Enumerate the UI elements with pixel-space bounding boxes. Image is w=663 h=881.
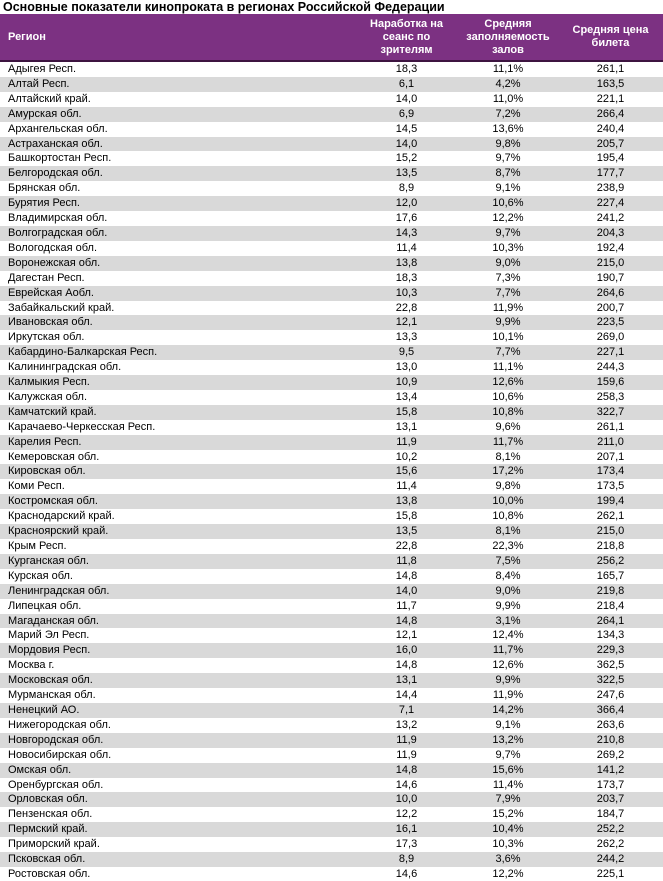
hall-occupancy-value: 12,2% — [492, 212, 524, 225]
hall-occupancy-value: 8,7% — [495, 167, 521, 180]
hall-occupancy-value: 9,8% — [495, 137, 521, 150]
table-row — [0, 107, 663, 122]
region-name: Карелия Респ. — [8, 435, 82, 448]
attendance-per-session-value: 13,5 — [395, 525, 418, 538]
hall-occupancy-value: 9,6% — [495, 420, 521, 433]
ticket-price-value: 141,2 — [596, 763, 625, 776]
attendance-per-session-value: 17,6 — [395, 212, 418, 225]
attendance-per-session-value: 14,8 — [395, 659, 418, 672]
table-row — [0, 628, 663, 643]
table-row — [0, 360, 663, 375]
ticket-price-value: 240,4 — [596, 122, 625, 135]
hall-occupancy-value: 11,9% — [492, 301, 524, 314]
ticket-price-value: 244,2 — [596, 853, 625, 866]
ticket-price-value: 210,8 — [596, 733, 625, 746]
region-name: Воронежская обл. — [8, 256, 101, 269]
attendance-per-session-value: 18,3 — [395, 63, 418, 75]
ticket-price-value: 173,5 — [596, 480, 625, 493]
ticket-price-value: 266,4 — [596, 107, 625, 120]
attendance-per-session-value: 15,8 — [395, 510, 418, 523]
ticket-price-value: 263,6 — [596, 718, 625, 731]
region-name: Новосибирская обл. — [8, 748, 112, 761]
region-name: Приморский край. — [8, 838, 100, 851]
attendance-per-session-value: 13,0 — [395, 361, 418, 374]
hall-occupancy-value: 12,4% — [492, 629, 524, 642]
hall-occupancy-value: 13,2% — [492, 733, 524, 746]
attendance-per-session-value: 18,3 — [395, 271, 418, 284]
hall-occupancy-value: 7,7% — [495, 286, 521, 299]
ticket-price-value: 192,4 — [596, 241, 625, 254]
table-row — [0, 763, 663, 778]
hall-occupancy-value: 22,3% — [492, 540, 524, 552]
table-row — [0, 151, 663, 166]
attendance-per-session-value: 11,9 — [396, 435, 417, 448]
region-name: Ленинградская обл. — [8, 584, 110, 597]
ticket-price-value: 229,3 — [596, 644, 625, 657]
region-name: Архангельская обл. — [8, 122, 108, 135]
table-row — [0, 181, 663, 196]
hall-occupancy-value: 9,8% — [495, 480, 521, 493]
ticket-price-value: 256,2 — [596, 554, 625, 567]
hall-occupancy-value: 10,6% — [492, 197, 524, 210]
hall-occupancy-value: 9,7% — [495, 748, 521, 761]
ticket-price-value: 322,5 — [596, 674, 625, 687]
table-row — [0, 658, 663, 673]
region-name: Вологодская обл. — [8, 241, 98, 254]
table-row — [0, 673, 663, 688]
attendance-per-session-value: 14,6 — [395, 778, 418, 791]
attendance-per-session-value: 12,2 — [395, 808, 418, 821]
hall-occupancy-value: 10,8% — [492, 510, 524, 523]
table-row — [0, 464, 663, 479]
table-row — [0, 137, 663, 152]
hall-occupancy-value: 9,1% — [495, 718, 521, 731]
hall-occupancy-value: 17,2% — [492, 465, 524, 478]
ticket-price-value: 221,1 — [596, 92, 625, 105]
attendance-per-session-value: 10,0 — [395, 793, 418, 806]
ticket-price-value: 200,7 — [596, 301, 625, 314]
hall-occupancy-value: 10,4% — [492, 823, 524, 836]
ticket-price-value: 247,6 — [596, 689, 625, 702]
ticket-price-value: 199,4 — [596, 495, 625, 508]
hall-occupancy-value: 3,1% — [495, 614, 521, 627]
region-name: Забайкальский край. — [8, 301, 115, 314]
hall-occupancy-value: 9,7% — [495, 226, 521, 239]
hall-occupancy-value: 9,9% — [495, 316, 521, 329]
hall-occupancy-value: 10,0% — [492, 495, 524, 508]
table-row — [0, 315, 663, 330]
ticket-price-value: 227,1 — [596, 346, 625, 359]
hall-occupancy-value: 11,1% — [492, 361, 524, 374]
ticket-price-value: 207,1 — [596, 450, 625, 463]
region-name: Новгородская обл. — [8, 733, 104, 746]
hall-occupancy-value: 8,1% — [495, 525, 521, 538]
hall-occupancy-value: 11,7% — [492, 435, 524, 448]
table-row — [0, 420, 663, 435]
ticket-price-value: 205,7 — [596, 137, 625, 150]
table-row — [0, 330, 663, 345]
table-row — [0, 539, 663, 554]
ticket-price-value: 165,7 — [596, 569, 625, 582]
region-name: Калмыкия Респ. — [8, 376, 90, 389]
region-name: Оренбургская обл. — [8, 778, 104, 791]
table-row — [0, 166, 663, 181]
attendance-per-session-value: 11,9 — [396, 733, 417, 746]
region-name: Иркутская обл. — [8, 331, 85, 344]
hall-occupancy-value: 12,6% — [492, 376, 524, 389]
attendance-per-session-value: 13,3 — [395, 331, 418, 344]
attendance-per-session-value: 9,5 — [398, 346, 415, 359]
ticket-price-value: 269,0 — [596, 331, 625, 344]
hall-occupancy-value: 12,6% — [492, 659, 524, 672]
ticket-price-value: 252,2 — [596, 823, 625, 836]
attendance-per-session-value: 14,5 — [395, 122, 418, 135]
ticket-price-value: 223,5 — [596, 316, 625, 329]
table-row — [0, 375, 663, 390]
hall-occupancy-value: 9,0% — [495, 584, 521, 597]
attendance-per-session-value: 14,8 — [395, 569, 418, 582]
region-name: Владимирская обл. — [8, 212, 108, 225]
attendance-per-session-value: 14,3 — [395, 226, 418, 239]
region-name: Калининградская обл. — [8, 361, 122, 374]
attendance-per-session-value: 14,0 — [395, 92, 418, 105]
table-row — [0, 286, 663, 301]
hall-occupancy-value: 7,9% — [495, 793, 521, 806]
region-name: Башкортостан Респ. — [8, 152, 112, 165]
ticket-price-value: 262,1 — [596, 510, 625, 523]
attendance-per-session-value: 15,8 — [395, 405, 418, 418]
ticket-price-value: 190,7 — [596, 271, 625, 284]
region-name: Омская обл. — [8, 763, 72, 776]
hall-occupancy-value: 8,4% — [495, 569, 521, 582]
hall-occupancy-value: 7,2% — [495, 107, 521, 120]
hall-occupancy-value: 11,7% — [492, 644, 524, 657]
attendance-per-session-value: 13,4 — [395, 390, 418, 403]
page-title: Основные показатели кинопроката в регионах Российской Федерации — [3, 0, 445, 14]
table-row — [0, 77, 663, 92]
region-name: Пензенская обл. — [8, 808, 93, 821]
hall-occupancy-value: 7,3% — [495, 271, 521, 284]
hall-occupancy-value: 7,5% — [495, 554, 521, 567]
attendance-per-session-value: 13,1 — [395, 420, 418, 433]
table-row — [0, 61, 663, 77]
region-name: Ивановская обл. — [8, 316, 93, 329]
hall-occupancy-value: 15,2% — [492, 808, 524, 821]
hall-occupancy-value: 13,6% — [492, 122, 524, 135]
attendance-per-session-value: 6,9 — [398, 107, 415, 120]
hall-occupancy-value: 10,8% — [492, 405, 524, 418]
table-row — [0, 390, 663, 405]
region-name: Москва г. — [8, 659, 55, 672]
region-name: Алтайский край. — [8, 92, 91, 105]
attendance-per-session-value: 11,7 — [396, 599, 417, 612]
attendance-per-session-value: 8,9 — [398, 853, 415, 866]
table-header — [0, 14, 663, 61]
ticket-price-value: 258,3 — [596, 390, 625, 403]
attendance-per-session-value: 7,1 — [398, 703, 415, 716]
ticket-price-value: 366,4 — [596, 703, 625, 716]
table-row — [0, 852, 663, 867]
attendance-per-session-value: 11,9 — [396, 748, 417, 761]
ticket-price-value: 261,1 — [596, 420, 625, 433]
hall-occupancy-value: 8,1% — [495, 450, 521, 463]
region-name: Ненецкий АО. — [8, 703, 80, 716]
attendance-per-session-value: 13,2 — [395, 718, 418, 731]
column-header-hall-occupancy: Средняя заполняемость залов — [458, 14, 558, 61]
attendance-per-session-value: 14,8 — [395, 614, 418, 627]
ticket-price-value: 173,4 — [596, 465, 625, 478]
hall-occupancy-value: 10,1% — [492, 331, 524, 344]
table-row — [0, 599, 663, 614]
table-row — [0, 837, 663, 852]
ticket-price-value: 218,4 — [596, 599, 625, 612]
region-name: Ростовская обл. — [8, 867, 91, 880]
ticket-price-value: 159,6 — [596, 376, 625, 389]
ticket-price-value: 215,0 — [596, 256, 625, 269]
attendance-per-session-value: 10,3 — [395, 286, 418, 299]
attendance-per-session-value: 13,5 — [395, 167, 418, 180]
hall-occupancy-value: 9,9% — [495, 599, 521, 612]
table-row — [0, 524, 663, 539]
table-row — [0, 822, 663, 837]
ticket-price-value: 241,2 — [596, 212, 625, 225]
cinema-indicators-table — [0, 14, 663, 881]
region-name: Камчатский край. — [8, 405, 97, 418]
region-name: Адыгея Респ. — [8, 63, 77, 75]
region-name: Астраханская обл. — [8, 137, 103, 150]
hall-occupancy-value: 10,6% — [492, 390, 524, 403]
table-row — [0, 92, 663, 107]
table-row — [0, 479, 663, 494]
table-row — [0, 688, 663, 703]
hall-occupancy-value: 3,6% — [495, 853, 521, 866]
ticket-price-value: 203,7 — [596, 793, 625, 806]
hall-occupancy-value: 9,7% — [495, 152, 521, 165]
region-name: Липецкая обл. — [8, 599, 82, 612]
attendance-per-session-value: 15,2 — [395, 152, 418, 165]
ticket-price-value: 219,8 — [596, 584, 625, 597]
ticket-price-value: 204,3 — [596, 226, 625, 239]
region-name: Кемеровская обл. — [8, 450, 100, 463]
hall-occupancy-value: 11,0% — [492, 92, 524, 105]
ticket-price-value: 227,4 — [596, 197, 625, 210]
attendance-per-session-value: 10,9 — [395, 376, 418, 389]
region-name: Красноярский край. — [8, 525, 109, 538]
attendance-per-session-value: 13,1 — [395, 674, 418, 687]
region-name: Мордовия Респ. — [8, 644, 91, 657]
ticket-price-value: 177,7 — [596, 167, 625, 180]
ticket-price-value: 173,7 — [596, 778, 625, 791]
attendance-per-session-value: 14,0 — [395, 137, 418, 150]
hall-occupancy-value: 9,9% — [495, 674, 521, 687]
ticket-price-value: 264,1 — [596, 614, 625, 627]
table-row — [0, 867, 663, 881]
region-name: Курская обл. — [8, 569, 73, 582]
column-header-region: Регион — [0, 14, 355, 61]
region-name: Костромская обл. — [8, 495, 98, 508]
table-row — [0, 271, 663, 286]
table-row — [0, 494, 663, 509]
column-header-attendance-per-session: Наработка на сеанс по зрителям — [355, 14, 458, 61]
attendance-per-session-value: 11,4 — [396, 480, 417, 493]
region-name: Кабардино-Балкарская Респ. — [8, 346, 158, 359]
region-name: Белгородская обл. — [8, 167, 103, 180]
table-row — [0, 301, 663, 316]
hall-occupancy-value: 15,6% — [492, 763, 524, 776]
ticket-price-value: 269,2 — [596, 748, 625, 761]
ticket-price-value: 195,4 — [596, 152, 625, 165]
region-name: Коми Респ. — [8, 480, 65, 493]
region-name: Кировская обл. — [8, 465, 86, 478]
table-row — [0, 450, 663, 465]
ticket-price-value: 261,1 — [596, 63, 625, 75]
region-name: Алтай Респ. — [8, 77, 70, 90]
region-name: Нижегородская обл. — [8, 718, 111, 731]
table-row — [0, 196, 663, 211]
table-row — [0, 614, 663, 629]
attendance-per-session-value: 22,8 — [395, 301, 418, 314]
hall-occupancy-value: 12,2% — [492, 867, 524, 880]
ticket-price-value: 322,7 — [596, 405, 625, 418]
table-row — [0, 256, 663, 271]
region-name: Краснодарский край. — [8, 510, 115, 523]
attendance-per-session-value: 10,2 — [395, 450, 418, 463]
region-name: Калужская обл. — [8, 390, 88, 403]
table-row — [0, 241, 663, 256]
ticket-price-value: 362,5 — [596, 659, 625, 672]
hall-occupancy-value: 4,2% — [495, 77, 521, 90]
attendance-per-session-value: 11,8 — [396, 554, 417, 567]
ticket-price-value: 134,3 — [596, 629, 625, 642]
attendance-per-session-value: 13,8 — [395, 495, 418, 508]
region-name: Дагестан Респ. — [8, 271, 85, 284]
table-row — [0, 703, 663, 718]
hall-occupancy-value: 10,3% — [492, 241, 524, 254]
hall-occupancy-value: 10,3% — [492, 838, 524, 851]
region-name: Псковская обл. — [8, 853, 86, 866]
region-name: Волгоградская обл. — [8, 226, 108, 239]
ticket-price-value: 225,1 — [596, 867, 625, 880]
hall-occupancy-value: 14,2% — [492, 703, 524, 716]
region-name: Брянская обл. — [8, 182, 81, 195]
region-name: Амурская обл. — [8, 107, 82, 120]
table-row — [0, 345, 663, 360]
region-name: Московская обл. — [8, 674, 93, 687]
hall-occupancy-value: 9,0% — [495, 256, 521, 269]
attendance-per-session-value: 14,6 — [395, 867, 418, 880]
ticket-price-value: 184,7 — [596, 808, 625, 821]
table-row — [0, 643, 663, 658]
table-row — [0, 509, 663, 524]
table-row — [0, 733, 663, 748]
region-name: Еврейская Аобл. — [8, 286, 94, 299]
region-name: Бурятия Респ. — [8, 197, 80, 210]
attendance-per-session-value: 15,6 — [395, 465, 418, 478]
attendance-per-session-value: 12,0 — [395, 197, 418, 210]
region-name: Орловская обл. — [8, 793, 88, 806]
table-row — [0, 569, 663, 584]
attendance-per-session-value: 8,9 — [398, 182, 415, 195]
attendance-per-session-value: 17,3 — [395, 838, 418, 851]
table-row — [0, 584, 663, 599]
ticket-price-value: 211,0 — [597, 435, 624, 448]
attendance-per-session-value: 12,1 — [395, 316, 418, 329]
attendance-per-session-value: 13,8 — [395, 256, 418, 269]
attendance-per-session-value: 6,1 — [398, 77, 415, 90]
table-row — [0, 792, 663, 807]
region-name: Магаданская обл. — [8, 614, 99, 627]
table-row — [0, 554, 663, 569]
table-body — [0, 61, 663, 881]
attendance-per-session-value: 22,8 — [395, 540, 418, 552]
region-name: Мурманская обл. — [8, 689, 96, 702]
table-row — [0, 226, 663, 241]
table-row — [0, 807, 663, 822]
header-row — [0, 14, 663, 61]
region-name: Марий Эл Респ. — [8, 629, 90, 642]
attendance-per-session-value: 16,1 — [395, 823, 418, 836]
table-row — [0, 435, 663, 450]
hall-occupancy-value: 11,9% — [492, 689, 524, 702]
region-name: Пермский край. — [8, 823, 88, 836]
region-name: Курганская обл. — [8, 554, 89, 567]
table-row — [0, 122, 663, 137]
attendance-per-session-value: 14,8 — [395, 763, 418, 776]
hall-occupancy-value: 9,1% — [495, 182, 521, 195]
hall-occupancy-value: 11,4% — [492, 778, 524, 791]
ticket-price-value: 264,6 — [596, 286, 625, 299]
region-name: Карачаево-Черкесская Респ. — [8, 420, 156, 433]
region-name: Крым Респ. — [8, 540, 67, 552]
column-header-ticket-price: Средняя цена билета — [558, 14, 663, 61]
attendance-per-session-value: 12,1 — [395, 629, 418, 642]
ticket-price-value: 163,5 — [596, 77, 625, 90]
ticket-price-value: 238,9 — [596, 182, 625, 195]
table-row — [0, 748, 663, 763]
ticket-price-value: 218,8 — [596, 540, 625, 552]
table-row — [0, 211, 663, 226]
hall-occupancy-value: 11,1% — [492, 63, 524, 75]
ticket-price-value: 262,2 — [596, 838, 625, 851]
table-row — [0, 405, 663, 420]
attendance-per-session-value: 14,0 — [395, 584, 418, 597]
attendance-per-session-value: 16,0 — [395, 644, 418, 657]
attendance-per-session-value: 11,4 — [396, 241, 417, 254]
ticket-price-value: 215,0 — [596, 525, 625, 538]
hall-occupancy-value: 7,7% — [495, 346, 521, 359]
table-row — [0, 778, 663, 793]
ticket-price-value: 244,3 — [596, 361, 625, 374]
table-row — [0, 718, 663, 733]
attendance-per-session-value: 14,4 — [395, 689, 418, 702]
